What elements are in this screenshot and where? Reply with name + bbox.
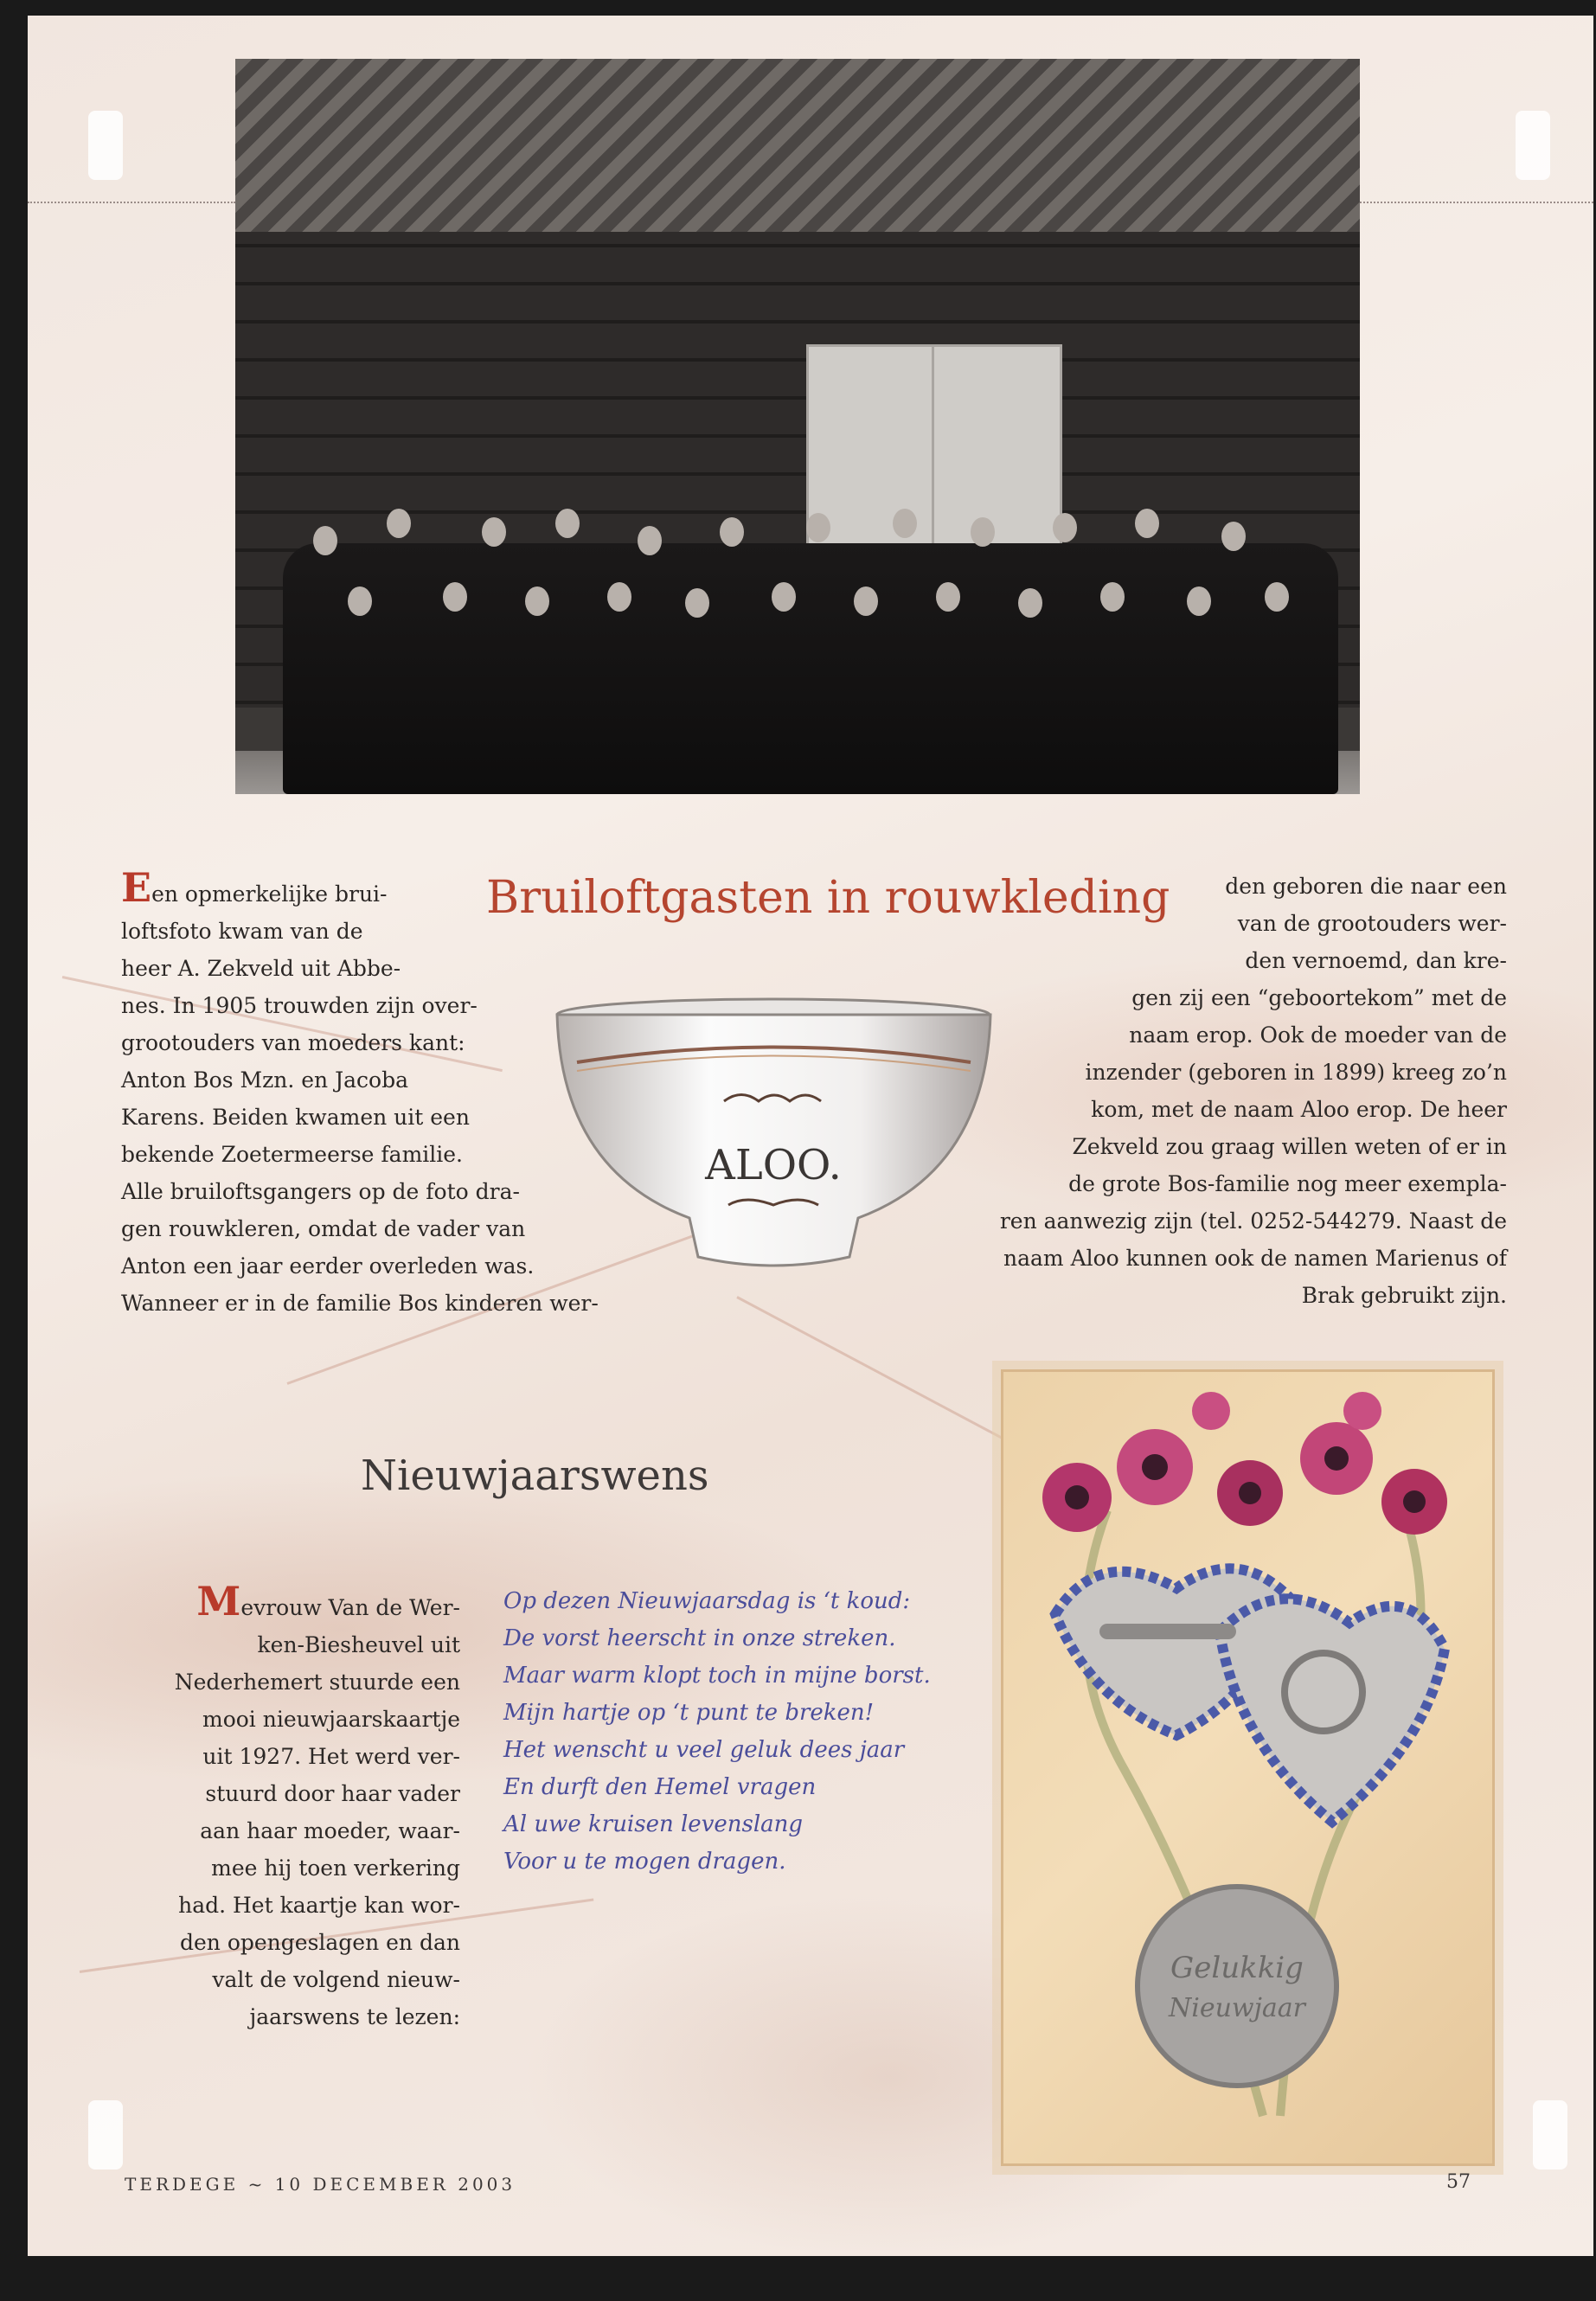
article-text-card (114, 1578, 460, 2035)
guest-face (893, 509, 917, 538)
dotted-rule (1360, 202, 1593, 203)
marble-vein (736, 1296, 1043, 1460)
guest-face (1265, 582, 1289, 612)
guest-face (1100, 582, 1125, 612)
text-line: stuurd door haar vader (205, 1781, 460, 1806)
guest-face (772, 582, 796, 612)
guest-face (936, 582, 960, 612)
text-line: Zekveld zou graag willen weten of er in (1072, 1134, 1507, 1159)
text-line: bekende Zoetermeerse familie. (121, 1142, 464, 1167)
pansy-flowers (1042, 1392, 1447, 1535)
footer-issue: TERDEGE ~ 10 DECEMBER 2003 (125, 2174, 516, 2195)
text-line: den geboren die naar een (1225, 874, 1507, 899)
article-title: Bruiloftgasten in rouwkleding (486, 872, 1170, 924)
card-greeting-line: Gelukkig (1170, 1951, 1304, 1985)
text-line: den vernoemd, dan kre- (1245, 948, 1507, 973)
poem-line: Al uwe kruisen levenslang (503, 1811, 804, 1837)
poem-line: Mijn hartje op ‘t punt te breken! (503, 1700, 875, 1726)
guest-face (1053, 513, 1077, 542)
guest-face (607, 582, 631, 612)
birth-bowl-image (551, 997, 997, 1274)
text-line: ken-Biesheuvel uit (257, 1632, 460, 1657)
text-line: van de grootouders wer- (1237, 911, 1507, 936)
wedding-guests (283, 543, 1338, 794)
magazine-page (28, 16, 1593, 2256)
dropcap: E (121, 864, 152, 911)
guest-face (854, 586, 878, 616)
new-year-poem (503, 1583, 931, 1881)
text-line: Mevrouw Van de Wer- (196, 1578, 460, 1625)
text-line: gen rouwkleren, omdat de vader van (121, 1216, 526, 1241)
text-line: Alle bruiloftsgangers op de foto dra- (121, 1179, 520, 1204)
film-hole (88, 111, 123, 180)
guest-face (313, 526, 337, 555)
guest-face (348, 586, 372, 616)
guest-face (525, 586, 549, 616)
dotted-rule (28, 202, 235, 203)
article-title: Nieuwjaarswens (361, 1452, 709, 1500)
guest-face (555, 509, 580, 538)
wedding-photo (235, 59, 1360, 794)
text-line: uit 1927. Het werd ver- (202, 1744, 460, 1769)
poem-line: En durft den Hemel vragen (503, 1774, 817, 1800)
text-line: Karens. Beiden kwamen uit een (121, 1105, 470, 1130)
guest-face (971, 517, 995, 547)
text-line: had. Het kaartje kan wor- (178, 1893, 460, 1918)
guest-face (387, 509, 411, 538)
text-line: aan haar moeder, waar- (200, 1818, 460, 1843)
text-line: valt de volgend nieuw- (212, 1967, 460, 1992)
card-artwork (1003, 1372, 1492, 2163)
film-hole (1533, 2100, 1567, 2170)
text-line: Wanneer er in de familie Bos kinderen wer- (121, 1291, 599, 1316)
text-line: jaarswens te lezen: (249, 2004, 460, 2029)
barn-door (932, 344, 1062, 566)
guest-face (482, 517, 506, 547)
text-line: heer A. Zekveld uit Abbe- (121, 956, 401, 981)
guest-face (1018, 588, 1042, 618)
poem-line: Voor u te mogen dragen. (503, 1849, 786, 1875)
text-line: Een opmerkelijke brui- (121, 864, 388, 911)
guest-face (638, 526, 662, 555)
text-line: den opengeslagen en dan (179, 1930, 460, 1955)
guest-face (806, 513, 830, 542)
text-line: gen zij een “geboortekom” met de (1131, 985, 1507, 1010)
text-line: naam Aloo kunnen ook de namen Marienus of (1003, 1246, 1507, 1271)
text-line: Nederhemert stuurde een (174, 1670, 460, 1695)
guest-face (685, 588, 709, 618)
film-hole (1516, 111, 1550, 180)
text-line: Anton Bos Mzn. en Jacoba (121, 1067, 408, 1093)
text-line: ren aanwezig zijn (tel. 0252-544279. Naast de (999, 1208, 1507, 1234)
text-line: inzender (geboren in 1899) kreeg zo’n (1085, 1060, 1507, 1085)
poem-line: De vorst heerscht in onze streken. (503, 1625, 896, 1651)
film-hole (88, 2100, 123, 2170)
card-greeting-line: Nieuwjaar (1168, 1993, 1306, 2023)
bowl-label: ALOO. (705, 1141, 842, 1189)
text-line: grootouders van moeders kant: (121, 1030, 465, 1055)
barn-roof (235, 59, 1360, 232)
page-number: 57 (1446, 2171, 1471, 2193)
poem-line: Het wenscht u veel geluk dees jaar (503, 1737, 905, 1763)
text-line: mee hij toen verkering (211, 1856, 460, 1881)
new-year-card-image (1001, 1369, 1495, 2166)
guest-face (443, 582, 467, 612)
poem-line: Op dezen Nieuwjaarsdag is ‘t koud: (503, 1588, 911, 1614)
text-line: de grote Bos-familie nog meer exempla- (1068, 1171, 1507, 1196)
poem-line: Maar warm klopt toch in mijne borst. (503, 1663, 931, 1689)
text-line: kom, met de naam Aloo erop. De heer (1091, 1097, 1507, 1122)
text-line: loftsfoto kwam van de (121, 919, 363, 944)
guest-face (1135, 509, 1159, 538)
guest-face (1221, 522, 1246, 551)
text-line: Anton een jaar eerder overleden was. (121, 1253, 535, 1279)
text-line: nes. In 1905 trouwden zijn over- (121, 993, 478, 1018)
text-line: naam erop. Ook de moeder van de (1129, 1022, 1507, 1048)
text-line: mooi nieuwjaarskaartje (202, 1707, 460, 1732)
guest-face (1187, 586, 1211, 616)
dropcap: M (196, 1578, 241, 1625)
guest-face (720, 517, 744, 547)
text-line: Brak gebruikt zijn. (1301, 1283, 1507, 1308)
